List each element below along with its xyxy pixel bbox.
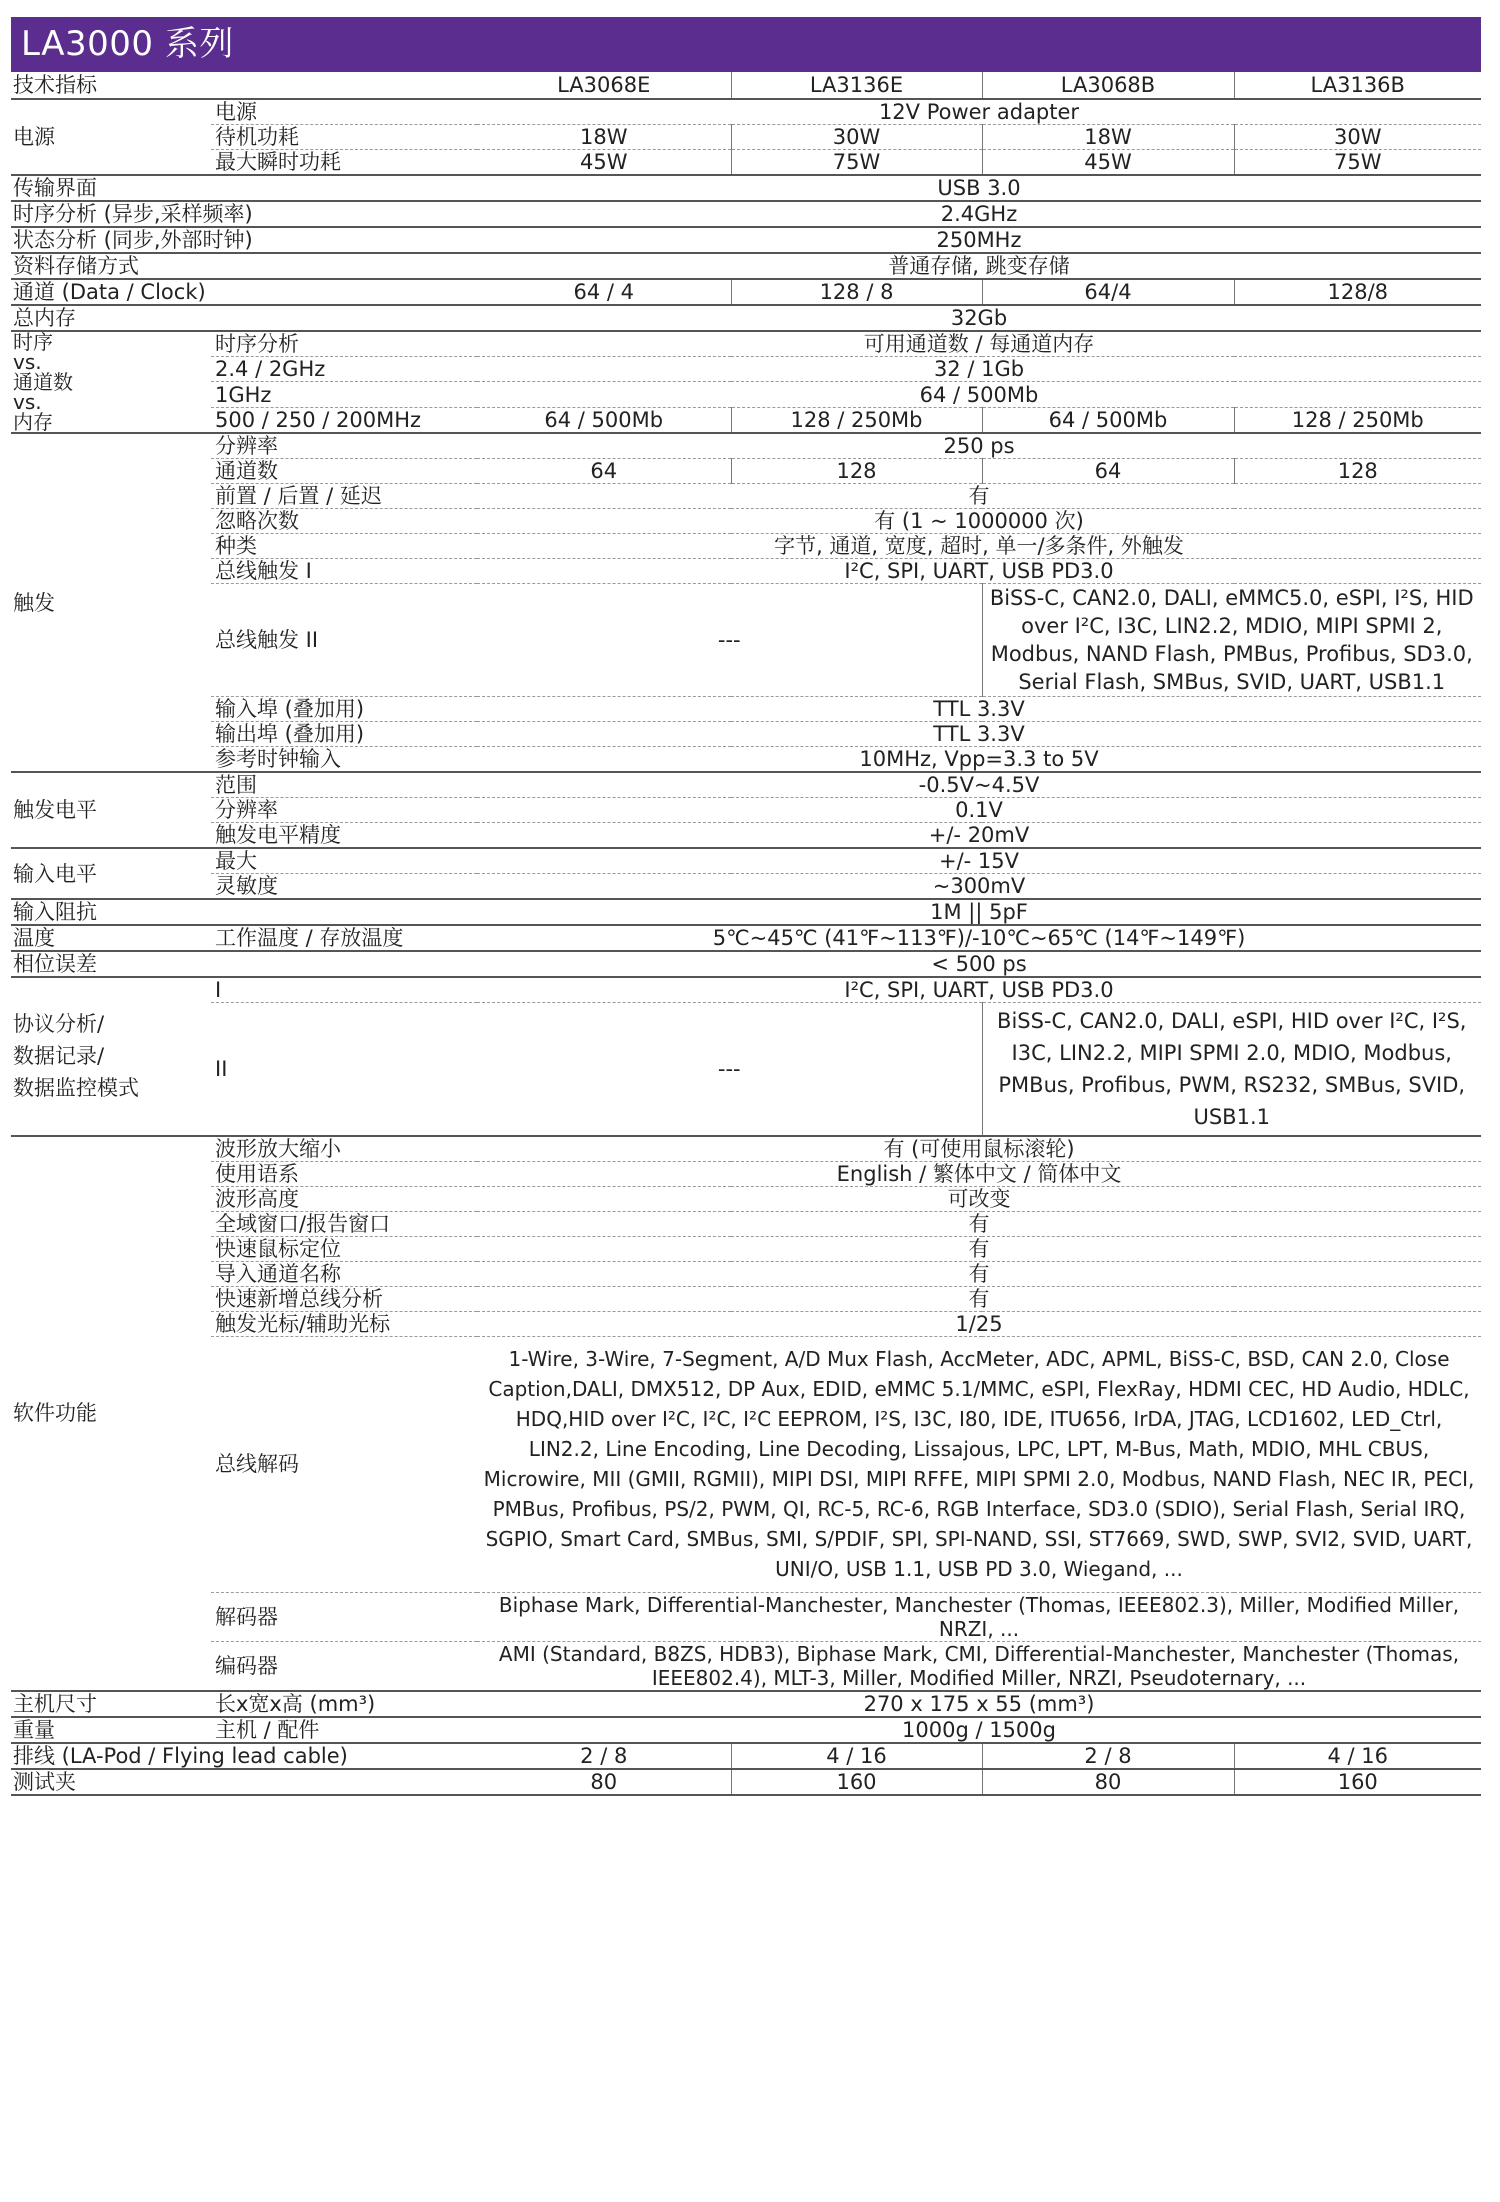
- label-sw-zoom: 波形放大缩小: [211, 1136, 477, 1162]
- cat-timing-vs-channels: 时序 vs. 通道数 vs. 内存: [11, 331, 211, 433]
- value-sw-cursor: 有: [477, 1236, 1481, 1261]
- label-storage: 资料存储方式: [11, 253, 477, 279]
- label-timing: 时序分析 (异步,采样频率): [11, 201, 477, 227]
- value-maxpow-1: 45W: [477, 150, 731, 176]
- row-trig-out: [11, 722, 1481, 747]
- row-sw-decoder: [11, 1592, 1481, 1641]
- row-tl-acc: [11, 823, 1481, 849]
- row-tvc-1: [11, 331, 1481, 357]
- value-proto-1: I²C, SPI, UART, USB PD3.0: [477, 977, 1481, 1003]
- row-temperature: [11, 925, 1481, 951]
- value-tvc-timing: 可用通道数 / 每通道内存: [477, 331, 1481, 357]
- model-la3136e: LA3136E: [731, 72, 982, 99]
- row-sw-trigcursor: [11, 1311, 1481, 1336]
- value-sw-trigcursor: 1/25: [477, 1311, 1481, 1336]
- label-trig-ch: 通道数: [211, 459, 477, 484]
- row-trig-type: [11, 534, 1481, 559]
- row-tl-res: [11, 798, 1481, 823]
- row-trig-bus2: [11, 584, 1481, 697]
- value-sw-decode: 1-Wire, 3-Wire, 7-Segment, A/D Mux Flash, AccMeter, ADC, APML, BiSS-C, BSD, CAN 2.0, Close Caption,DALI, DMX512, DP Aux, EDID, eMMC 5.1/MMC, eSPI, FlexRay, HDMI CEC, HD Audio, HDLC, HDQ,HID over I²C, I²C, I²C EEPROM, I²S, I3C, I80, IDE, ITU656, IrDA, JTAG, LCD1602, LED_Ctrl, LIN2.2, Line Encoding, Line Decoding, Lissajous, LPC, LPT, M-Bus, Math, MDIO, MHL CBUS, Microwire, MII (GMII, RGMII), MIPI DSI, MIPI RFFE, MIPI SPMI 2.0, Modbus, NAND Flash, NEC IR, PECI, PMBus, Profibus, PS/2, PWM, QI, RC-5, RC-6, RGB Interface, SD3.0 (SDIO), Serial Flash, Serial IRQ, SGPIO, Smart Card, SMBus, SMI, S/PDIF, SPI, SPI-NAND, SSI, ST7669, SWD, SWP, SVI2, SVID, UART, UNI/O, USB 1.1, USB PD 3.0, Wiegand, ...: [477, 1336, 1481, 1592]
- row-trig-bus1: [11, 559, 1481, 584]
- value-clip-3: 80: [982, 1769, 1234, 1795]
- value-maxpow-2: 75W: [731, 150, 982, 176]
- label-sw-decoder: 解码器: [211, 1592, 477, 1641]
- header-row: [11, 72, 1481, 99]
- label-power-source: 电源: [211, 99, 477, 125]
- value-trig-ch-2: 128: [731, 459, 982, 484]
- value-channels-3: 64/4: [982, 279, 1234, 305]
- label-sw-name: 导入通道名称: [211, 1261, 477, 1286]
- row-clip: [11, 1769, 1481, 1795]
- value-memory: 32Gb: [477, 305, 1481, 331]
- row-sw-name: [11, 1261, 1481, 1286]
- label-trig-bus1: 总线触发 I: [211, 559, 477, 584]
- row-interface: [11, 175, 1481, 201]
- label-sw-cursor: 快速鼠标定位: [211, 1236, 477, 1261]
- row-tl-range: [11, 772, 1481, 798]
- value-tvc4-3: 64 / 500Mb: [982, 407, 1234, 433]
- value-sw-name: 有: [477, 1261, 1481, 1286]
- value-standby-4: 30W: [1234, 125, 1481, 150]
- value-tvc-2ghz: 32 / 1Gb: [477, 357, 1481, 382]
- value-sw-window: 有: [477, 1211, 1481, 1236]
- label-state: 状态分析 (同步,外部时钟): [11, 227, 477, 253]
- cat-input-level: 输入电平: [11, 848, 211, 899]
- row-trig-ref: [11, 747, 1481, 773]
- row-tvc-2: [11, 357, 1481, 382]
- cat-trigger: 触发: [11, 433, 211, 772]
- row-timing: [11, 201, 1481, 227]
- value-trig-ch-4: 128: [1234, 459, 1481, 484]
- cat-software: 软件功能: [11, 1136, 211, 1691]
- value-il-sens: ~300mV: [477, 874, 1481, 900]
- series-title: LA3000 系列: [11, 17, 1481, 72]
- label-sw-decode: 总线解码: [211, 1336, 477, 1592]
- value-maxpow-3: 45W: [982, 150, 1234, 176]
- label-tl-range: 范围: [211, 772, 477, 798]
- value-maxpow-4: 75W: [1234, 150, 1481, 176]
- value-standby-1: 18W: [477, 125, 731, 150]
- row-trig-skip: [11, 509, 1481, 534]
- row-sw-zoom: [11, 1136, 1481, 1162]
- value-tvc-1ghz: 64 / 500Mb: [477, 382, 1481, 407]
- value-channels-1: 64 / 4: [477, 279, 731, 305]
- value-sw-decoder: Biphase Mark, Differential-Manchester, Manchester (Thomas, IEEE802.3), Miller, Modified Miller, NRZI, ...: [477, 1592, 1481, 1641]
- value-tvc4-2: 128 / 250Mb: [731, 407, 982, 433]
- value-state: 250MHz: [477, 227, 1481, 253]
- value-sw-zoom: 有 (可使用鼠标滚轮): [477, 1136, 1481, 1162]
- label-temperature-sub: 工作温度 / 存放温度: [211, 925, 477, 951]
- row-il-sens: [11, 874, 1481, 900]
- row-sw-height: [11, 1186, 1481, 1211]
- value-interface: USB 3.0: [477, 175, 1481, 201]
- model-la3136b: LA3136B: [1234, 72, 1481, 99]
- label-sw-trigcursor: 触发光标/辅助光标: [211, 1311, 477, 1336]
- value-clip-2: 160: [731, 1769, 982, 1795]
- cat-trigger-level: 触发电平: [11, 772, 211, 848]
- label-cable: 排线 (LA-Pod / Flying lead cable): [11, 1743, 477, 1769]
- label-weight-sub: 主机 / 配件: [211, 1717, 477, 1743]
- row-sw-cursor: [11, 1236, 1481, 1261]
- row-impedance: [11, 899, 1481, 925]
- value-il-max: +/- 15V: [477, 848, 1481, 874]
- label-channels: 通道 (Data / Clock): [11, 279, 477, 305]
- value-channels-2: 128 / 8: [731, 279, 982, 305]
- value-impedance: 1M || 5pF: [477, 899, 1481, 925]
- value-size: 270 x 175 x 55 (mm³): [477, 1691, 1481, 1717]
- label-sw-window: 全域窗口/报告窗口: [211, 1211, 477, 1236]
- row-trig-in: [11, 697, 1481, 722]
- label-tvc-1ghz: 1GHz: [211, 382, 477, 407]
- value-channels-4: 128/8: [1234, 279, 1481, 305]
- row-il-max: [11, 848, 1481, 874]
- label-temperature: 温度: [11, 925, 211, 951]
- row-size: [11, 1691, 1481, 1717]
- row-sw-bus: [11, 1286, 1481, 1311]
- label-trig-skip: 忽略次数: [211, 509, 477, 534]
- value-storage: 普通存储, 跳变存储: [477, 253, 1481, 279]
- value-tl-acc: +/- 20mV: [477, 823, 1481, 849]
- label-trig-type: 种类: [211, 534, 477, 559]
- value-timing: 2.4GHz: [477, 201, 1481, 227]
- row-memory: [11, 305, 1481, 331]
- value-tl-range: -0.5V~4.5V: [477, 772, 1481, 798]
- label-proto-1: I: [211, 977, 477, 1003]
- value-trig-ch-1: 64: [477, 459, 731, 484]
- value-trig-bus2: BiSS-C, CAN2.0, DALI, eMMC5.0, eSPI, I²S, HID over I²C, I3C, LIN2.2, MDIO, MIPI SPMI 2, Modbus, NAND Flash, PMBus, Profibus, SD3.0, Serial Flash, SMBus, SVID, UART, USB1.1: [982, 584, 1481, 697]
- label-max-power: 最大瞬时功耗: [211, 150, 477, 176]
- label-tvc-500mhz: 500 / 250 / 200MHz: [211, 407, 477, 433]
- value-sw-lang: English / 繁体中文 / 简体中文: [477, 1161, 1481, 1186]
- value-sw-bus: 有: [477, 1286, 1481, 1311]
- cat-power: 电源: [11, 99, 211, 175]
- row-sw-encoder: [11, 1641, 1481, 1691]
- row-storage: [11, 253, 1481, 279]
- value-trig-bus1: I²C, SPI, UART, USB PD3.0: [477, 559, 1481, 584]
- value-clip-1: 80: [477, 1769, 731, 1795]
- value-sw-height: 可改变: [477, 1186, 1481, 1211]
- row-phase: [11, 951, 1481, 977]
- value-sw-encoder: AMI (Standard, B8ZS, HDB3), Biphase Mark, CMI, Differential-Manchester, Manchester (Thomas, IEEE802.4), MLT-3, Miller, Modified Miller, NRZI, Pseudoternary, ...: [477, 1641, 1481, 1691]
- label-phase: 相位误差: [11, 951, 477, 977]
- row-power-source: [11, 99, 1481, 125]
- label-trig-pre: 前置 / 后置 / 延迟: [211, 484, 477, 509]
- value-standby-3: 18W: [982, 125, 1234, 150]
- row-tvc-4: [11, 407, 1481, 433]
- row-channels: [11, 279, 1481, 305]
- row-proto-2: [11, 1003, 1481, 1136]
- label-standby-power: 待机功耗: [211, 125, 477, 150]
- label-il-sens: 灵敏度: [211, 874, 477, 900]
- label-size: 主机尺寸: [11, 1691, 211, 1717]
- label-clip: 测试夹: [11, 1769, 477, 1795]
- label-sw-lang: 使用语系: [211, 1161, 477, 1186]
- row-standby-power: [11, 125, 1481, 150]
- label-il-max: 最大: [211, 848, 477, 874]
- label-trig-res: 分辨率: [211, 433, 477, 459]
- row-trig-ch: [11, 459, 1481, 484]
- value-standby-2: 30W: [731, 125, 982, 150]
- value-trig-in: TTL 3.3V: [477, 697, 1481, 722]
- row-state: [11, 227, 1481, 253]
- value-proto-2: BiSS-C, CAN2.0, DALI, eSPI, HID over I²C, I²S, I3C, LIN2.2, MIPI SPMI 2.0, MDIO, Modbus, PMBus, Profibus, PWM, RS232, SMBus, SVID, USB1.1: [982, 1003, 1481, 1136]
- label-trig-in: 输入埠 (叠加用): [211, 697, 477, 722]
- value-power-source: 12V Power adapter: [477, 99, 1481, 125]
- label-proto-2: II: [211, 1003, 477, 1136]
- value-tvc4-1: 64 / 500Mb: [477, 407, 731, 433]
- row-trig-pre: [11, 484, 1481, 509]
- label-memory: 总内存: [11, 305, 477, 331]
- value-cable-2: 4 / 16: [731, 1743, 982, 1769]
- row-proto-1: [11, 977, 1481, 1003]
- row-trig-res: [11, 433, 1481, 459]
- row-cable: [11, 1743, 1481, 1769]
- label-sw-bus: 快速新增总线分析: [211, 1286, 477, 1311]
- label-tl-acc: 触发电平精度: [211, 823, 477, 849]
- value-cable-3: 2 / 8: [982, 1743, 1234, 1769]
- value-cable-1: 2 / 8: [477, 1743, 731, 1769]
- label-interface: 传输界面: [11, 175, 477, 201]
- value-phase: < 500 ps: [477, 951, 1481, 977]
- model-la3068e: LA3068E: [477, 72, 731, 99]
- row-sw-window: [11, 1211, 1481, 1236]
- label-sw-encoder: 编码器: [211, 1641, 477, 1691]
- value-trig-skip: 有 (1 ~ 1000000 次): [477, 509, 1481, 534]
- row-tvc-3: [11, 382, 1481, 407]
- label-tl-res: 分辨率: [211, 798, 477, 823]
- value-trig-res: 250 ps: [477, 433, 1481, 459]
- cat-protocol: 协议分析/ 数据记录/ 数据监控模式: [11, 977, 211, 1136]
- value-trig-pre: 有: [477, 484, 1481, 509]
- value-trig-ref: 10MHz, Vpp=3.3 to 5V: [477, 747, 1481, 773]
- value-temperature: 5℃~45℃ (41℉~113℉)/-10℃~65℃ (14℉~149℉): [477, 925, 1481, 951]
- value-clip-4: 160: [1234, 1769, 1481, 1795]
- label-trig-bus2: 总线触发 II: [211, 584, 477, 697]
- row-sw-decode: [11, 1336, 1481, 1592]
- label-size-sub: 长x宽x高 (mm³): [211, 1691, 477, 1717]
- label-weight: 重量: [11, 1717, 211, 1743]
- value-cable-4: 4 / 16: [1234, 1743, 1481, 1769]
- value-proto-2-none: ---: [477, 1003, 982, 1136]
- model-la3068b: LA3068B: [982, 72, 1234, 99]
- label-tvc-2ghz: 2.4 / 2GHz: [211, 357, 477, 382]
- label-trig-ref: 参考时钟输入: [211, 747, 477, 773]
- header-label: 技术指标: [11, 72, 477, 99]
- label-trig-out: 输出埠 (叠加用): [211, 722, 477, 747]
- label-tvc-timing: 时序分析: [211, 331, 477, 357]
- label-sw-height: 波形高度: [211, 1186, 477, 1211]
- value-trig-bus2-none: ---: [477, 584, 982, 697]
- spec-table: [11, 72, 1481, 1796]
- value-tl-res: 0.1V: [477, 798, 1481, 823]
- label-impedance: 输入阻抗: [11, 899, 477, 925]
- value-trig-out: TTL 3.3V: [477, 722, 1481, 747]
- value-weight: 1000g / 1500g: [477, 1717, 1481, 1743]
- value-trig-type: 字节, 通道, 宽度, 超时, 单一/多条件, 外触发: [477, 534, 1481, 559]
- row-sw-lang: [11, 1161, 1481, 1186]
- value-tvc4-4: 128 / 250Mb: [1234, 407, 1481, 433]
- value-trig-ch-3: 64: [982, 459, 1234, 484]
- row-weight: [11, 1717, 1481, 1743]
- row-max-power: [11, 150, 1481, 176]
